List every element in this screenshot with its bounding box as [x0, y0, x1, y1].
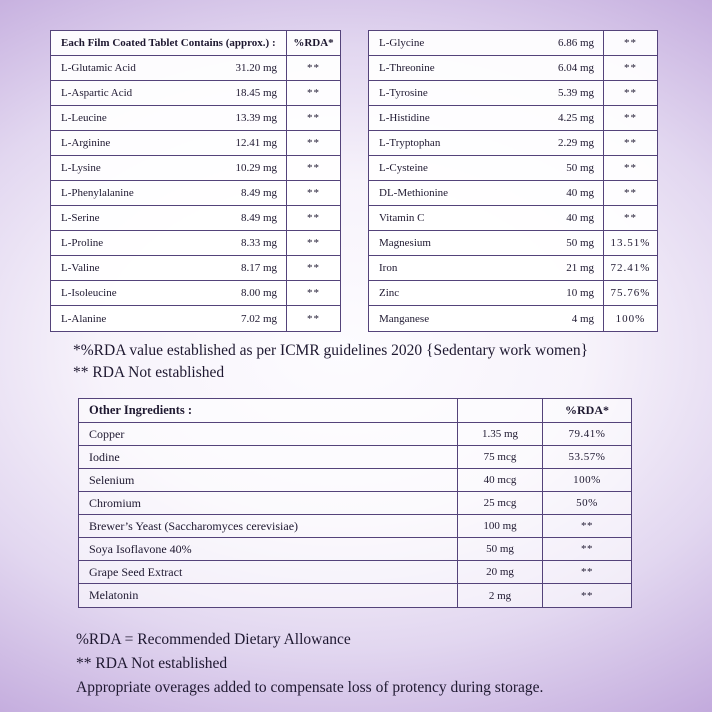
ingredient-row: [369, 181, 657, 206]
ingredient-row: [79, 446, 631, 469]
ingredient-rda-value: **: [286, 106, 340, 130]
ingredient-amount: 1.35 mg: [457, 423, 542, 445]
ingredient-rda-value: **: [542, 561, 631, 583]
ingredient-rda-value: 75.76%: [603, 281, 657, 305]
ingredient-name: L-Serine: [61, 212, 100, 224]
ingredient-amount: 50 mg: [457, 538, 542, 560]
table-header-title: Each Film Coated Tablet Contains (approx.) :: [61, 37, 276, 49]
ingredient-row: [369, 106, 657, 131]
ingredient-amount: 8.17 mg: [240, 262, 277, 274]
ingredient-row: [51, 56, 340, 81]
ingredient-row: [79, 492, 631, 515]
ingredient-name: Copper: [89, 426, 125, 441]
ingredient-name: Iodine: [89, 449, 120, 464]
ingredient-amount: 8.49 mg: [240, 212, 277, 224]
ingredient-rda-value: **: [603, 206, 657, 230]
ingredient-name: L-Arginine: [61, 137, 111, 149]
table-header-row: [79, 399, 631, 423]
rda-column-header: %RDA*: [286, 31, 340, 55]
note-rda-definition: %RDA = Recommended Dietary Allowance: [76, 631, 351, 648]
ingredient-name: Iron: [379, 262, 398, 274]
ingredient-row: [51, 181, 340, 206]
ingredient-amount: 2 mg: [457, 584, 542, 607]
ingredient-amount: 10 mg: [566, 287, 594, 299]
ingredient-name: L-Phenylalanine: [61, 187, 134, 199]
ingredient-name: Chromium: [89, 495, 142, 510]
table-header-row: [51, 31, 340, 56]
ingredient-row: [369, 231, 657, 256]
ingredient-amount: 25 mcg: [457, 492, 542, 514]
ingredient-rda-value: 53.57%: [542, 446, 631, 468]
ingredient-rda-value: **: [286, 231, 340, 255]
ingredient-row: [51, 131, 340, 156]
ingredient-name: DL-Methionine: [379, 187, 449, 199]
ingredient-rda-value: **: [286, 306, 340, 331]
ingredient-name: L-Aspartic Acid: [61, 87, 133, 99]
ingredient-name: L-Lysine: [61, 162, 101, 174]
ingredient-rda-value: 100%: [603, 306, 657, 331]
ingredient-row: [369, 256, 657, 281]
ingredient-name: L-Alanine: [61, 312, 107, 325]
ingredient-rda-value: **: [286, 81, 340, 105]
ingredient-amount: 40 mg: [566, 187, 594, 199]
ingredient-rda-value: **: [603, 156, 657, 180]
ingredient-row: [79, 538, 631, 561]
ingredient-row: [369, 281, 657, 306]
ingredient-name: L-Tryptophan: [379, 137, 441, 149]
ingredient-amount: 2.29 mg: [557, 137, 594, 149]
ingredient-row: [369, 81, 657, 106]
ingredient-amount: 13.39 mg: [235, 112, 277, 124]
ingredient-rda-value: **: [286, 181, 340, 205]
ingredient-amount: 75 mcg: [457, 446, 542, 468]
ingredient-rda-value: 79.41%: [542, 423, 631, 445]
ingredient-amount: 31.20 mg: [235, 62, 277, 74]
ingredient-row: [79, 423, 631, 446]
amino-acid-table-left: [50, 30, 341, 332]
ingredient-rda-value: **: [603, 131, 657, 155]
ingredient-row: [369, 206, 657, 231]
ingredient-name: L-Valine: [61, 262, 100, 274]
ingredient-amount: 8.33 mg: [240, 237, 277, 249]
ingredient-rda-value: **: [603, 31, 657, 55]
ingredient-amount: 4 mg: [571, 312, 594, 325]
ingredient-name: Melatonin: [89, 588, 139, 602]
ingredient-rda-value: 100%: [542, 469, 631, 491]
ingredient-rda-value: 13.51%: [603, 231, 657, 255]
ingredient-name: L-Glycine: [379, 37, 425, 49]
ingredient-row: [51, 306, 340, 331]
ingredient-row: [51, 156, 340, 181]
ingredient-name: L-Proline: [61, 237, 104, 249]
ingredient-row: [51, 81, 340, 106]
ingredient-name: L-Tyrosine: [379, 87, 428, 99]
table-header-title: Other Ingredients :: [89, 403, 193, 417]
ingredient-name: L-Isoleucine: [61, 287, 117, 299]
table-body: [51, 56, 340, 331]
ingredient-name: L-Threonine: [379, 62, 435, 74]
ingredient-amount: 50 mg: [566, 162, 594, 174]
ingredient-rda-value: **: [286, 56, 340, 80]
ingredient-rda-value: **: [286, 256, 340, 280]
ingredient-rda-value: **: [286, 156, 340, 180]
ingredient-amount: 8.49 mg: [240, 187, 277, 199]
ingredient-amount: 21 mg: [566, 262, 594, 274]
ingredient-rda-value: **: [542, 584, 631, 607]
rda-column-header: %RDA*: [542, 399, 631, 422]
ingredient-row: [79, 469, 631, 492]
note-rda-not-established: ** RDA Not established: [73, 364, 225, 381]
note-rda-not-established: ** RDA Not established: [76, 655, 228, 672]
ingredient-name: Zinc: [379, 287, 400, 299]
ingredient-name: Manganese: [379, 312, 430, 325]
amino-acid-table-right: [368, 30, 658, 332]
ingredient-name: L-Cysteine: [379, 162, 428, 174]
ingredient-row: [369, 31, 657, 56]
ingredient-amount: 4.25 mg: [557, 112, 594, 124]
ingredient-name: Magnesium: [379, 237, 431, 249]
ingredient-amount: 12.41 mg: [235, 137, 277, 149]
footer-notes: [76, 628, 543, 700]
ingredient-rda-value: **: [603, 56, 657, 80]
ingredient-rda-value: **: [286, 281, 340, 305]
ingredient-row: [369, 56, 657, 81]
ingredient-name: L-Histidine: [379, 112, 430, 124]
ingredient-amount: 10.29 mg: [235, 162, 277, 174]
rda-guideline-notes: [73, 340, 588, 384]
ingredient-amount: 18.45 mg: [235, 87, 277, 99]
table-body: [79, 423, 631, 607]
ingredient-rda-value: **: [542, 515, 631, 537]
table-body: [369, 31, 657, 331]
ingredient-rda-value: **: [286, 131, 340, 155]
ingredient-amount: 5.39 mg: [557, 87, 594, 99]
ingredient-row: [369, 156, 657, 181]
ingredient-name: Soya Isoflavone 40%: [89, 541, 192, 556]
ingredient-rda-value: 50%: [542, 492, 631, 514]
other-ingredients-table: [78, 398, 632, 608]
ingredient-amount: 100 mg: [457, 515, 542, 537]
ingredient-rda-value: **: [542, 538, 631, 560]
ingredient-rda-value: 72.41%: [603, 256, 657, 280]
ingredient-row: [79, 584, 631, 607]
note-icmr-guidelines: *%RDA value established as per ICMR guidelines 2020 {Sedentary work women}: [73, 342, 589, 359]
ingredient-rda-value: **: [286, 206, 340, 230]
ingredient-name: L-Leucine: [61, 112, 107, 124]
ingredient-row: [51, 206, 340, 231]
ingredient-name: L-Glutamic Acid: [61, 62, 136, 74]
ingredient-name: Grape Seed Extract: [89, 564, 183, 579]
ingredient-row: [79, 515, 631, 538]
ingredient-amount: 6.04 mg: [557, 62, 594, 74]
ingredient-rda-value: **: [603, 181, 657, 205]
ingredient-amount: 7.02 mg: [240, 312, 277, 325]
ingredient-amount: 8.00 mg: [240, 287, 277, 299]
ingredient-row: [79, 561, 631, 584]
ingredient-name: Brewer’s Yeast (Saccharomyces cerevisiae): [89, 518, 299, 533]
amount-column-header: [457, 399, 542, 422]
ingredient-rda-value: **: [603, 106, 657, 130]
ingredient-name: Selenium: [89, 472, 135, 487]
ingredient-name: Vitamin C: [379, 212, 425, 224]
ingredient-row: [51, 256, 340, 281]
ingredient-amount: 50 mg: [566, 237, 594, 249]
ingredient-row: [51, 106, 340, 131]
ingredient-amount: 40 mcg: [457, 469, 542, 491]
ingredient-row: [51, 281, 340, 306]
ingredient-amount: 20 mg: [457, 561, 542, 583]
note-overages: Appropriate overages added to compensate loss of protency during storage.: [76, 679, 544, 696]
ingredient-rda-value: **: [603, 81, 657, 105]
ingredient-amount: 40 mg: [566, 212, 594, 224]
ingredient-row: [369, 131, 657, 156]
ingredient-row: [369, 306, 657, 331]
ingredient-amount: 6.86 mg: [557, 37, 594, 49]
ingredient-row: [51, 231, 340, 256]
